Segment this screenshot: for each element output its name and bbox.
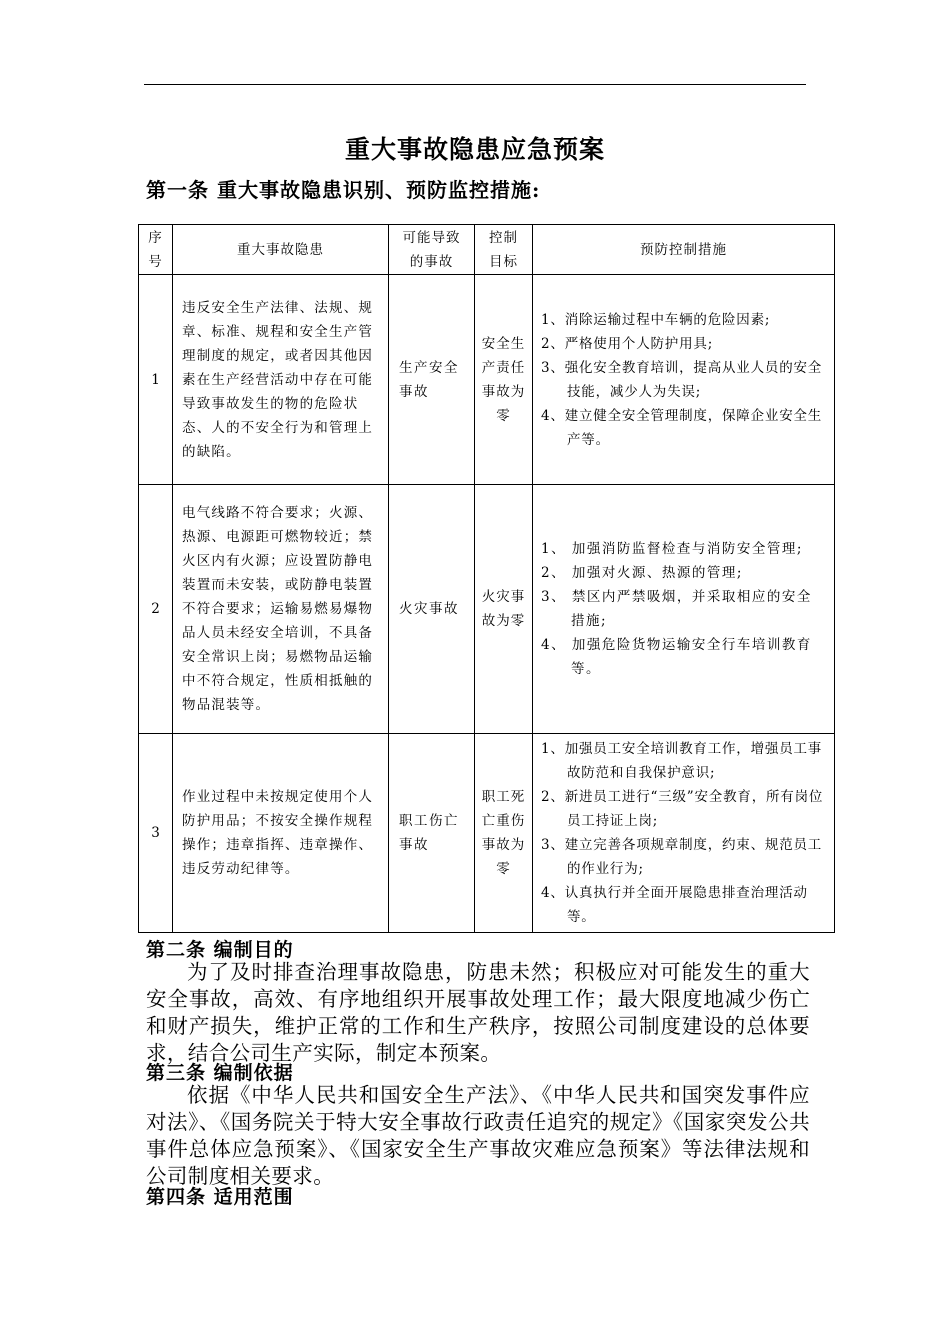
measure-item: 4、 加强危险货物运输安全行车培训教育等。 <box>541 637 812 677</box>
article-4-heading: 第四条 适用范围 <box>146 1186 294 1208</box>
table-row <box>139 275 835 485</box>
measure-item: 2、 加强对火源、热源的管理; <box>541 565 743 581</box>
row-accident: 职工伤亡事故 <box>389 734 475 933</box>
article-2-body: 为了及时排查治理事故隐患，防患未然；积极应对可能发生的重大安全事故，高效、有序地组织开展事故处理工作；最大限度地减少伤亡和财产损失，维护正常的工作和生产秩序，按照公司制度建设的总体要求，结合公司生产实际，制定本预案。 <box>146 960 810 1065</box>
header-goal: 控制目标 <box>475 225 533 275</box>
measure-item: 2、严格使用个人防护用具; <box>541 335 714 352</box>
header-hazard: 重大事故隐患 <box>173 225 389 275</box>
table-row <box>139 485 835 734</box>
row-goal: 安全生产责任事故为零 <box>475 275 533 485</box>
row-goal: 火灾事故为零 <box>475 485 533 734</box>
measure-item: 3、建立完善各项规章制度，约束、规范员工的作业行为; <box>541 837 823 877</box>
article-2-heading: 第二条 编制目的 <box>146 939 294 961</box>
row-hazard: 违反安全生产法律、法规、规章、标准、规程和安全生产管理制度的规定，或者因其他因素在生产经营活动中存在可能导致事故发生的物的危险状态、人的不安全行为和管理上的缺陷。 <box>173 275 389 485</box>
header-rule <box>144 84 806 85</box>
measure-item: 4、建立健全安全管理制度，保障企业安全生产等。 <box>541 407 823 448</box>
measure-item: 2、新进员工进行“三级”安全教育，所有岗位员工持证上岗; <box>541 789 824 829</box>
article-3-heading: 第三条 编制依据 <box>146 1062 294 1084</box>
row-accident: 火灾事故 <box>389 485 475 734</box>
measure-item: 1、加强员工安全培训教育工作，增强员工事故防范和自我保护意识; <box>541 741 823 781</box>
document-title: 重大事故隐患应急预案 <box>344 135 605 164</box>
row-seq: 2 <box>139 485 173 734</box>
row-measures <box>533 734 835 933</box>
measure-item: 1、 加强消防监督检查与消防安全管理; <box>541 541 803 557</box>
hazard-table <box>138 224 835 933</box>
table-header-row <box>139 225 835 275</box>
measure-item: 1、消除运输过程中车辆的危险因素; <box>541 311 771 328</box>
measure-item: 3、强化安全教育培训，提高从业人员的安全技能，减少人为失误; <box>541 359 823 400</box>
table-row <box>139 734 835 933</box>
row-hazard: 作业过程中未按规定使用个人防护用品；不按安全操作规程操作；违章指挥、违章操作、违反劳动纪律等。 <box>173 734 389 933</box>
header-seq: 序号 <box>139 225 173 275</box>
measure-item: 3、 禁区内严禁吸烟，并采取相应的安全措施; <box>541 589 812 629</box>
article-3-body: 依据《中华人民共和国安全生产法》、《中华人民共和国突发事件应对法》、《国务院关于特大安全事故行政责任追究的规定》《国家突发公共事件总体应急预案》、《国家安全生产事故灾难应急预案》等法律法规和公司制度相关要求。 <box>146 1083 810 1188</box>
measure-item: 4、认真执行并全面开展隐患排查治理活动等。 <box>541 885 808 925</box>
header-accident: 可能导致的事故 <box>389 225 475 275</box>
article-1-heading: 第一条 重大事故隐患识别、预防监控措施: <box>146 178 541 202</box>
row-measures <box>533 275 835 485</box>
row-accident: 生产安全事故 <box>389 275 475 485</box>
row-hazard: 电气线路不符合要求；火源、热源、电源距可燃物较近；禁火区内有火源；应设置防静电装置而未安装，或防静电装置不符合要求；运输易燃易爆物品人员未经安全培训，不具备安全常识上岗；易燃物品运输中不符合规定，性质相抵触的物品混装等。 <box>173 485 389 734</box>
row-goal: 职工死亡重伤事故为零 <box>475 734 533 933</box>
header-measures: 预防控制措施 <box>533 225 835 275</box>
row-measures <box>533 485 835 734</box>
row-seq: 1 <box>139 275 173 485</box>
row-seq: 3 <box>139 734 173 933</box>
